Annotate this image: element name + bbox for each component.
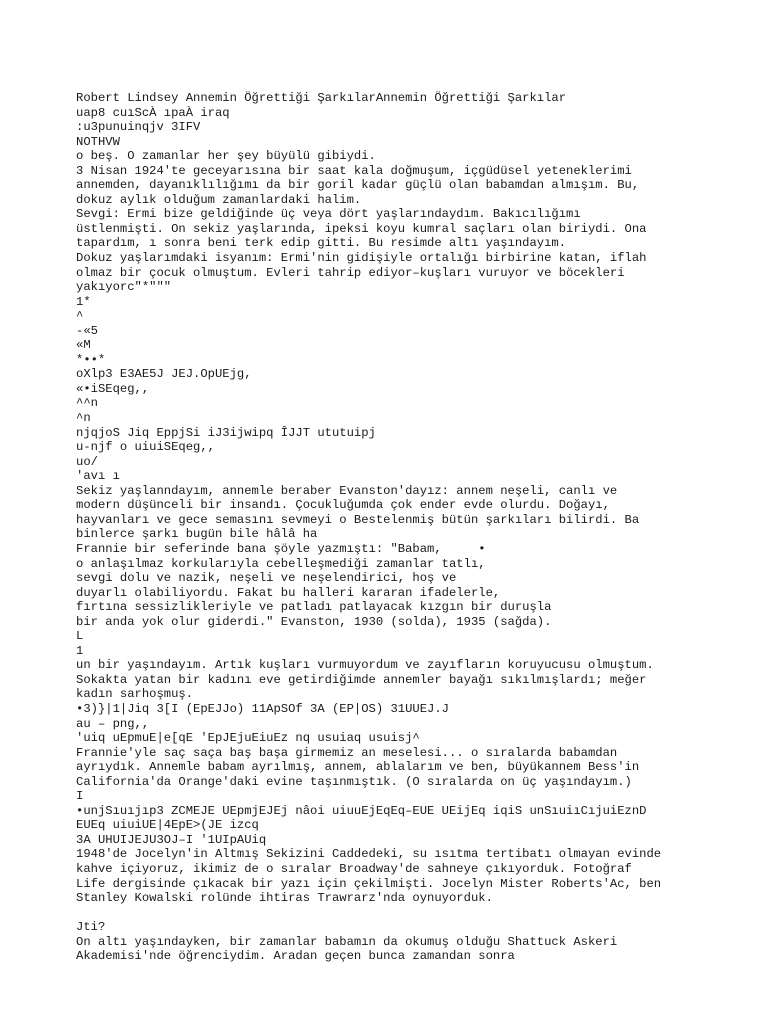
text-line: ^n [76,411,91,426]
text-line: Jti? [76,920,106,935]
text-line: sevgi dolu ve nazik, neşeli ve neşelendirici, hoş ve [76,571,457,586]
text-line: binlerce şarkı bugün bile hâlâ ha [76,527,318,542]
text-line: Dokuz yaşlarımdaki isyanım: Ermi'nin gidişiyle ortalığı birbirine katan, iflah [76,251,647,266]
text-line: duyarlı olabiliyordu. Fakat bu halleri kararan ifadelerle, [76,585,501,600]
document-text [76,91,756,964]
text-line: Sokakta yatan bir kadını eve getirdiğimde annemler bayağı sıkılmışlardı; meğer [76,672,647,687]
text-line: un bir yaşındayım. Artık kuşları vurmuyordum ve zayıfların koruyucusu olmuştum. [76,658,654,673]
text-line: kadın sarhoşmuş. [76,687,194,702]
text-line: On altı yaşındayken, bir zamanlar babamın da okumuş olduğu Shattuck Askeri [76,934,618,949]
text-line: 1948'de Jocelyn'in Altmış Sekizini Caddedeki, su ısıtma tertibatı olmayan evinde [76,847,662,862]
text-line: Life dergisinde çıkacak bir yazı için çekilmişti. Jocelyn Mister Roberts'Ac, ben [76,876,662,891]
text-line: 1* [76,294,91,309]
text-line: fırtına sessizlikleriyle ve patladı patlayacak kızgın bir duruşla [76,600,552,615]
text-line: Sekiz yaşlanndayım, annemle beraber Evanston'dayız: annem neşeli, canlı ve [76,483,618,498]
text-line: ayrıydık. Annemle babam ayrılmış, annem, ablalarım ve ben, büyükannem Bess'in [76,760,640,775]
text-line: L [76,629,84,644]
text-line: Frannie bir seferinde bana şöyle yazmıştı: "Babam, • [76,541,486,556]
text-line: ^^n [76,396,98,411]
text-line: Akademisi'nde öğrenciydim. Aradan geçen bunca zamandan sonra [76,949,515,964]
text-line: 'avı ı [76,469,120,484]
text-line: Stanley Kowalski rolünde ihtiras Trawrarz'nda oynuyorduk. [76,891,493,906]
text-line: :u3punuinqjv 3IFV [76,120,201,135]
text-line: olmaz bir çocuk olmuştum. Evleri tahrip ediyor–kuşları vuruyor ve böcekleri [76,265,625,280]
text-line: «•iSEqeg,, [76,381,150,396]
text-line: •unjSıuıjıp3 ZCMEJE UEpmjEJEj nâoi uiuuEjEqEq–EUE UEijEq iqiS unSıuiıCıjuiEznD [76,803,647,818]
text-line: NOTHVW [76,134,120,149]
text-line: oXlp3 E3AE5J JEJ.OpUEjg, [76,367,252,382]
text-line: *••* [76,352,106,367]
text-line: dokuz aylık olduğum zamanlardaki halim. [76,192,362,207]
text-line: I [76,789,84,804]
text-line: tapardım, ı sonra beni terk edip gitti. Bu resimde altı yaşındayım. [76,236,567,251]
text-line: Sevgi: Ermi bize geldiğinde üç veya dört yaşlarındaydım. Bakıcılığımı [76,207,581,222]
text-line: «M [76,338,91,353]
text-line: -«5 [76,323,98,338]
text-line: annemden, dayanıklılığımı da bir goril kadar güçlü olan babamdan almışım. Bu, [76,178,640,193]
text-line: u-njf o uiuiSEqeg,, [76,440,215,455]
text-line: üstlenmişti. On sekiz yaşlarında, ipeksi koyu kumral saçları olan biriydi. Ona [76,221,647,236]
text-line: kahve içiyoruz, ikimiz de o sıralar Broadway'de sahneye çıkıyorduk. Fotoğraf [76,861,632,876]
text-line: o beş. O zamanlar her şey büyülü gibiydi. [76,149,376,164]
text-line: 1 [76,643,84,658]
text-line: njqjoS Jiq EppjSi iJ3ijwipq ÎJJT ututuipj [76,425,376,440]
text-line: 3 Nisan 1924'te geceyarısına bir saat kala doğmuşum, içgüdüsel yeteneklerimi [76,163,632,178]
text-line: Frannie'yle saç saça baş başa girmemiz an meselesi... o sıralarda babamdan [76,745,618,760]
text-line: 'uiq uEpmuE|e[qE 'EpJEjuEiuEz nq usuiaq usuisj^ [76,731,420,746]
text-line: au – png,, [76,716,150,731]
text-line: California'da Orange'daki evine taşınmıştık. (O sıralarda on üç yaşındayım.) [76,774,632,789]
blank-line [76,906,756,921]
text-line: Robert Lindsey Annemin Öğrettiği ŞarkılarAnnemin Öğrettiği Şarkılar [76,91,567,105]
text-line: hayvanları ve gece semasını sevmeyi o Bestelenmiş bütün şarkıları bilirdi. Ba [76,512,640,527]
text-line: EUEq uiuiUE|4EpE>(JE izcq [76,818,259,833]
text-line: •3)}|1|Jiq 3[I (EpEJJo) 11ApSOf 3A (EP|OS) 31UUEJ.J [76,701,449,716]
text-line: uap8 cuıScÀ ıpaÀ iraq [76,105,230,120]
text-line: modern düşünceli bir insandı. Çocukluğumda çok ender evde olurdu. Doğayı, [76,498,610,513]
text-line: uo/ [76,454,98,469]
text-line: o anlaşılmaz korkularıyla cebelleşmediği zamanlar tatlı, [76,556,486,571]
text-line: bir anda yok olur giderdi." Evanston, 1930 (solda), 1935 (sağda). [76,614,552,629]
text-line: 3A UHUIJEJU3OJ–I '1UIpAUiq [76,832,267,847]
text-line: ^ [76,309,84,324]
text-line: yakıyorc"*""" [76,280,172,295]
